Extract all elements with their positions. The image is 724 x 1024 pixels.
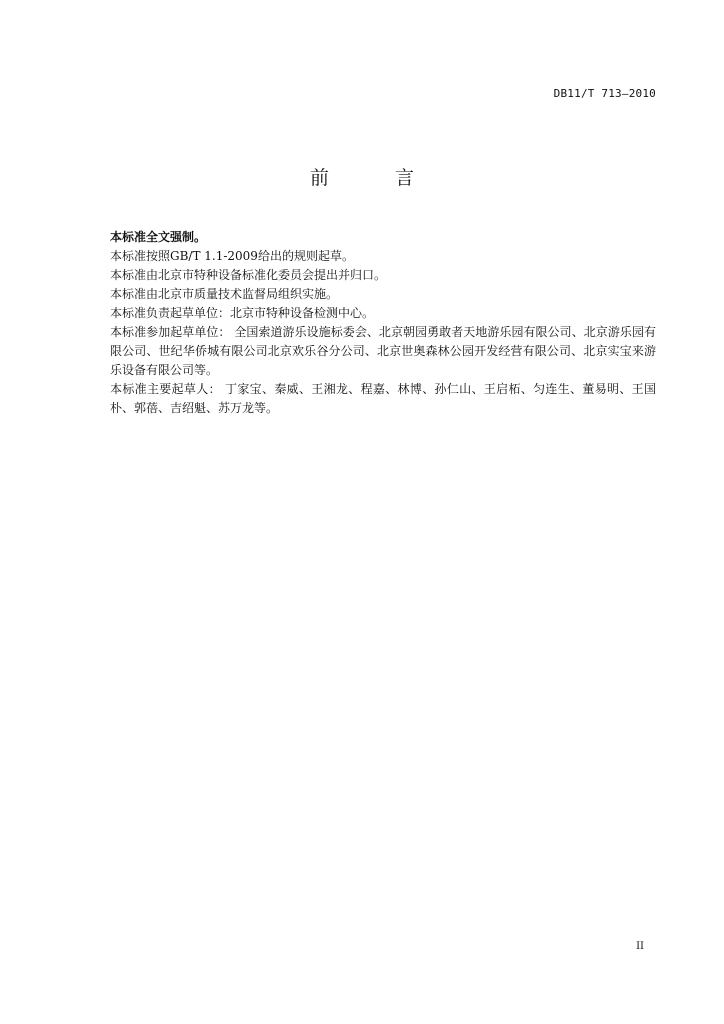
paragraph-participating-units: 本标准参加起草单位： 全国索道游乐设施标委会、北京朝园勇敢者天地游乐园有限公司、北京游乐园有限公司、世纪华侨城有限公司北京欢乐谷分公司、北京世奥森林公园开发经营有限公司、北京实宝来游乐设备有限公司等。 — [110, 325, 656, 377]
paragraph-main-drafters: 本标准主要起草人： 丁家宝、秦威、王湘龙、程嘉、林博、孙仁山、王启柘、匀连生、董易明、王国朴、郭蓓、吉绍魁、苏万龙等。 — [110, 382, 656, 415]
document-code: DB11/T 713—2010 — [553, 87, 656, 100]
page-title: 前 言 — [309, 167, 445, 189]
preface-body — [110, 228, 656, 418]
paragraph-implementer: 本标准由北京市质量技术监督局组织实施。 — [110, 287, 339, 301]
paragraph-drafting-rules: 本标准按照GB/T 1.1-2009给出的规则起草。 — [110, 249, 354, 263]
paragraph-mandatory: 本标准全文强制。 — [110, 230, 207, 244]
page-number: II — [636, 941, 644, 952]
paragraph-lead-drafter: 本标准负责起草单位：北京市特种设备检测中心。 — [110, 306, 375, 320]
paragraph-proposer: 本标准由北京市特种设备标准化委员会提出并归口。 — [110, 268, 387, 282]
